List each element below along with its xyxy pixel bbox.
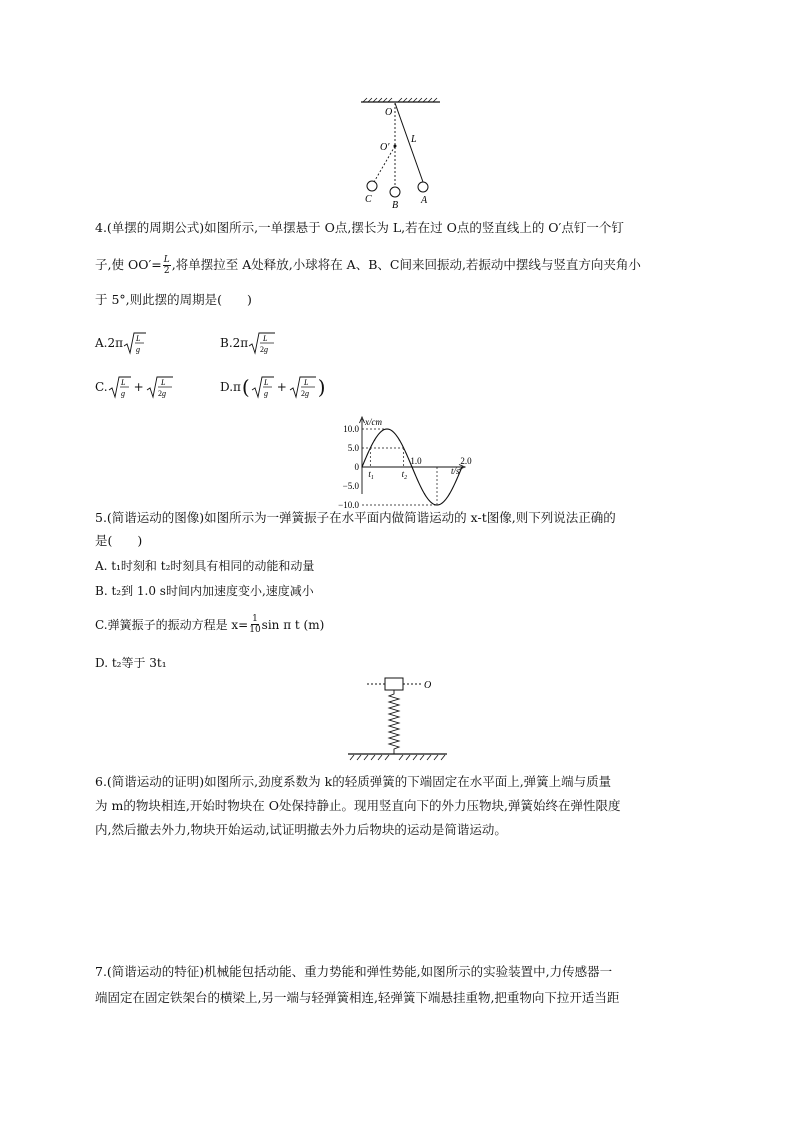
label-a: A xyxy=(421,195,428,206)
svg-text:L: L xyxy=(120,378,126,387)
data-point xyxy=(399,440,400,441)
q5-option-d[interactable]: D. t₂等于 3t₁ xyxy=(95,656,167,670)
xt-chart xyxy=(325,416,475,510)
annotation-t2: $t_2$ xyxy=(401,469,408,481)
paren-close: ) xyxy=(317,375,326,399)
q5-frac-den: 10 xyxy=(249,625,261,635)
data-point xyxy=(411,466,412,467)
spring xyxy=(389,690,399,754)
annotation-t1: $t_1$ xyxy=(368,469,374,481)
q5-fraction xyxy=(249,614,260,635)
label-o: O xyxy=(385,107,393,118)
label-c: C xyxy=(365,194,372,205)
sqrt-l-over-2g-c xyxy=(146,374,174,400)
q5-option-b[interactable]: B. t₂到 1.0 s时间内加速度变小,速度减小 xyxy=(95,584,314,598)
svg-text:2g: 2g xyxy=(157,389,166,398)
q4-option-a[interactable] xyxy=(95,330,147,356)
q4-option-c-plus: + xyxy=(133,380,144,394)
sqrt-l-over-g xyxy=(123,330,147,356)
svg-text:2g: 2g xyxy=(260,345,269,354)
q4-option-c-prefix: C. xyxy=(95,380,108,394)
data-point xyxy=(361,466,362,467)
y-tick-label: −10.0 xyxy=(338,500,359,510)
q7-line2: 端固定在固定铁架台的横梁上,另一端与轻弹簧相连,轻弹簧下端悬挂重物,把重物向下拉开适当距 xyxy=(95,990,620,1005)
paren-open: ( xyxy=(241,375,250,399)
q5-line2: 是( ) xyxy=(95,533,143,548)
svg-text:L: L xyxy=(263,334,268,343)
block xyxy=(385,678,403,690)
q5-option-c[interactable] xyxy=(95,614,324,635)
svg-text:L: L xyxy=(263,378,269,387)
q4-option-a-prefix: A.2π xyxy=(95,336,124,350)
q6-line2: 为 m的物块相连,开始时物块在 O处保持静止。现用竖直向下的外力压物块,弹簧始终在弹性限度 xyxy=(95,798,621,813)
y-tick-label: −5.0 xyxy=(342,481,359,491)
label-o-prime: O′ xyxy=(380,142,390,153)
svg-text:g: g xyxy=(263,389,268,398)
label-b: B xyxy=(392,200,399,211)
q7-line1: 7.(简谐运动的特征)机械能包括动能、重力势能和弹性势能,如图所示的实验装置中,力传感器一 xyxy=(95,964,613,979)
q4-line2-b: ,将单摆拉至 A处释放,小球将在 A、B、C间来回振动,若振动中摆线与竖直方向夹角小 xyxy=(171,257,641,272)
data-point xyxy=(461,466,462,467)
y-tick-label: 5.0 xyxy=(347,443,359,453)
q5-line1: 5.(简谐运动的图像)如图所示为一弹簧振子在水平面内做简谐运动的 x-t图像,则下列说法正确的 xyxy=(95,510,616,525)
q4-option-d-plus: + xyxy=(276,380,287,394)
q4-fraction xyxy=(163,255,171,276)
q4-line1: 4.(单摆的周期公式)如图所示,一单摆悬于 O点,摆长为 L,若在过 O点的竖直线上的 O′点钉一个钉 xyxy=(95,220,624,235)
spring-label-o: O xyxy=(424,680,432,691)
q4-line3: 于 5°,则此摆的周期是( ) xyxy=(95,292,252,307)
svg-text:L: L xyxy=(303,378,309,387)
q5-option-c-b: sin π t (m) xyxy=(261,617,325,632)
svg-text:L: L xyxy=(136,334,141,343)
sqrt-l-over-g-d xyxy=(251,374,275,400)
q4-option-b-prefix: B.2π xyxy=(220,336,249,350)
q4-option-d[interactable] xyxy=(220,373,327,401)
spring-figure xyxy=(345,674,450,762)
x-tick-label: 2.0 xyxy=(460,456,472,466)
data-point xyxy=(374,440,375,441)
q4-option-b[interactable] xyxy=(220,330,276,356)
y-tick-label: 10.0 xyxy=(343,424,359,434)
sqrt-l-over-2g xyxy=(248,330,276,356)
q4-frac-den: 2 xyxy=(163,266,170,276)
q6-line3: 内,然后撤去外力,物块开始运动,试证明撤去外力后物块的运动是简谐运动。 xyxy=(95,822,507,837)
svg-text:2g: 2g xyxy=(300,389,309,398)
x-tick-label: 1.0 xyxy=(410,456,422,466)
q5-option-a[interactable]: A. t₁时刻和 t₂时刻具有相同的动能和动量 xyxy=(95,559,315,573)
sqrt-l-over-g-c xyxy=(108,374,132,400)
x-axis-label: t/s xyxy=(451,466,460,476)
data-point xyxy=(424,493,425,494)
q4-frac-num: L xyxy=(163,255,170,265)
q5-frac-num: 1 xyxy=(252,614,258,624)
svg-text:L: L xyxy=(160,378,166,387)
q4-line2-a: 子,使 OO′= xyxy=(95,257,162,272)
q5-option-c-a: C.弹簧振子的振动方程是 x= xyxy=(95,618,249,632)
svg-text:g: g xyxy=(136,345,141,354)
label-l: L xyxy=(411,134,417,145)
pendulum-figure xyxy=(355,96,445,211)
q4-option-c[interactable] xyxy=(95,373,174,401)
q4-option-d-prefix: D.π xyxy=(220,380,241,394)
svg-text:g: g xyxy=(120,389,125,398)
data-point xyxy=(449,493,450,494)
sqrt-l-over-2g-d xyxy=(289,374,317,400)
q6-line1: 6.(简谐运动的证明)如图所示,劲度系数为 k的轻质弹簧的下端固定在水平面上,弹簧上端与质量 xyxy=(95,774,612,789)
q4-line2 xyxy=(95,255,641,276)
y-tick-label: 0 xyxy=(354,462,359,472)
y-axis-label: x/cm xyxy=(365,417,382,427)
